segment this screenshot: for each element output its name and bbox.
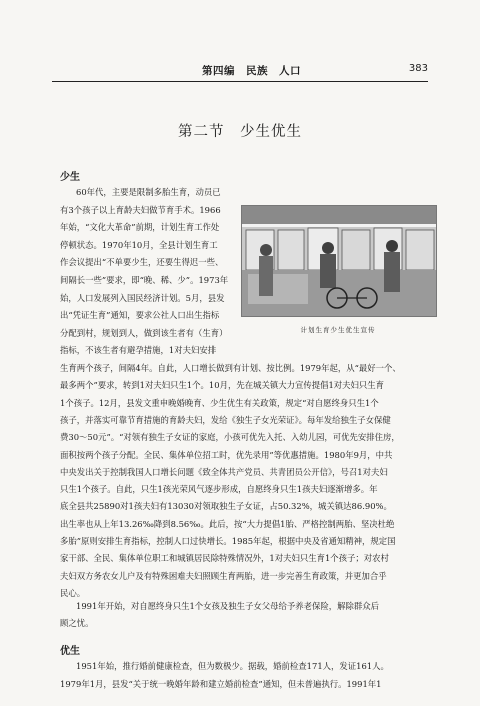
text-line: 底全县共25890对1孩夫妇有13030对领取独生子女证，占50.32%，城关镇达86.90%。: [60, 501, 392, 512]
section-title: 第二节 少生优生: [178, 124, 302, 140]
propaganda-photo: [241, 205, 437, 317]
text-line: 中央发出关于控制我国人口增长问题《致全体共产党员、共青团员公开信》，号召1对夫妇: [60, 466, 388, 477]
text-line: 出“凭证生育”通知，要求公社人口出生指标: [60, 310, 220, 321]
text-line: 分配到村，规划到人，做到该生者有（生育）: [60, 327, 228, 338]
text-line: 停顿状态。1970年10月，全县计划生育工: [60, 239, 218, 250]
text-line: 始，人口发展列入国民经济计划。5月，县发: [60, 292, 225, 303]
text-line: 1个孩子。12月，县发文重申晚婚晚育、少生优生有关政策，规定“对自愿终身只生1个: [60, 397, 379, 408]
header-title: 第四编 民族 人口: [202, 65, 301, 77]
text-line: 面积按两个孩子分配。全民、集体单位招工时，优先录用”等优惠措施。1980年9月，中共: [60, 449, 393, 460]
text-line: 夫妇双方务农女儿户及有特殊困难夫妇照顾生育两胎，进一步完善生育政策，并更加合乎: [60, 570, 387, 581]
photo-caption: 计划生育少生优生宣传: [300, 326, 376, 334]
text-line: 60年代，主要是限制多胎生育，动员已: [76, 187, 221, 197]
text-line: 年始，“文化大革命”前期，计划生育工作处: [60, 222, 220, 233]
text-line: 只生1个孩子。自此，只生1孩光荣风气逐步形成，自愿终身只生1孩夫妇逐渐增多。年: [60, 484, 378, 495]
text-line: 家干部、全民、集体单位职工和城镇居民除特殊情况外，1对夫妇只生育1个孩子；对农村: [60, 553, 389, 564]
page-number: 383: [408, 63, 428, 74]
text-line: 生育两个孩子，间隔4年。自此，人口增长做到有计划、按比例。1979年起，从“最好一个、: [60, 363, 401, 373]
text-line: 1979年1月，县发“关于统一晚婚年龄和建立婚前检查”通知，但未普遍执行。1991年1: [60, 679, 382, 689]
subheading-shaosheng: 少生: [60, 172, 80, 183]
text-line: 有3个孩子以上育龄夫妇做节育手术。1966: [60, 204, 221, 215]
text-line: 最多两个”要求，转到1对夫妇只生1个。10月，先在城关镇大力宣传提倡1对夫妇只生育: [60, 380, 385, 391]
subheading-yousheng: 优生: [60, 646, 80, 657]
text-line: 费30～50元”。“对领有独生子女证的家庭，小孩可优先入托、入幼儿园，可优先安排住房，: [60, 432, 400, 443]
text-line: 1951年始，推行婚前健康检查，但为数极少。据载，婚前检查171人，发证161人。: [76, 661, 389, 671]
text-line: 顾之忧。: [60, 618, 94, 629]
text-line: 民心。: [60, 587, 86, 598]
text-line: 指标，不该生者有避孕措施，1对夫妇安排: [60, 345, 217, 356]
text-line: 出生率也从上年13.26‰降到8.56‰。此后，按“大力提倡1胎、严格控制两胎、坚决杜绝: [60, 518, 395, 529]
photo-illustration: [242, 206, 436, 316]
text-line: 间隔长一些”要求，即“晚、稀、少”。1973年: [60, 275, 229, 285]
text-line: 作会议提出“不单要少生，还要生得迟一些、: [60, 257, 224, 268]
text-line: 多胎”原则安排生育指标，控制人口过快增长。1985年起，根据中央及省通知精神，规定国: [60, 536, 396, 546]
running-header: [52, 61, 428, 82]
text-line: 1991年开始，对自愿终身只生1个女孩及独生子女父母给予养老保险，解除群众后: [76, 601, 380, 611]
text-line: 孩子，并落实可靠节育措施的育龄夫妇，发给《独生子女光荣证》。每年发给独生子女保健: [60, 414, 391, 425]
